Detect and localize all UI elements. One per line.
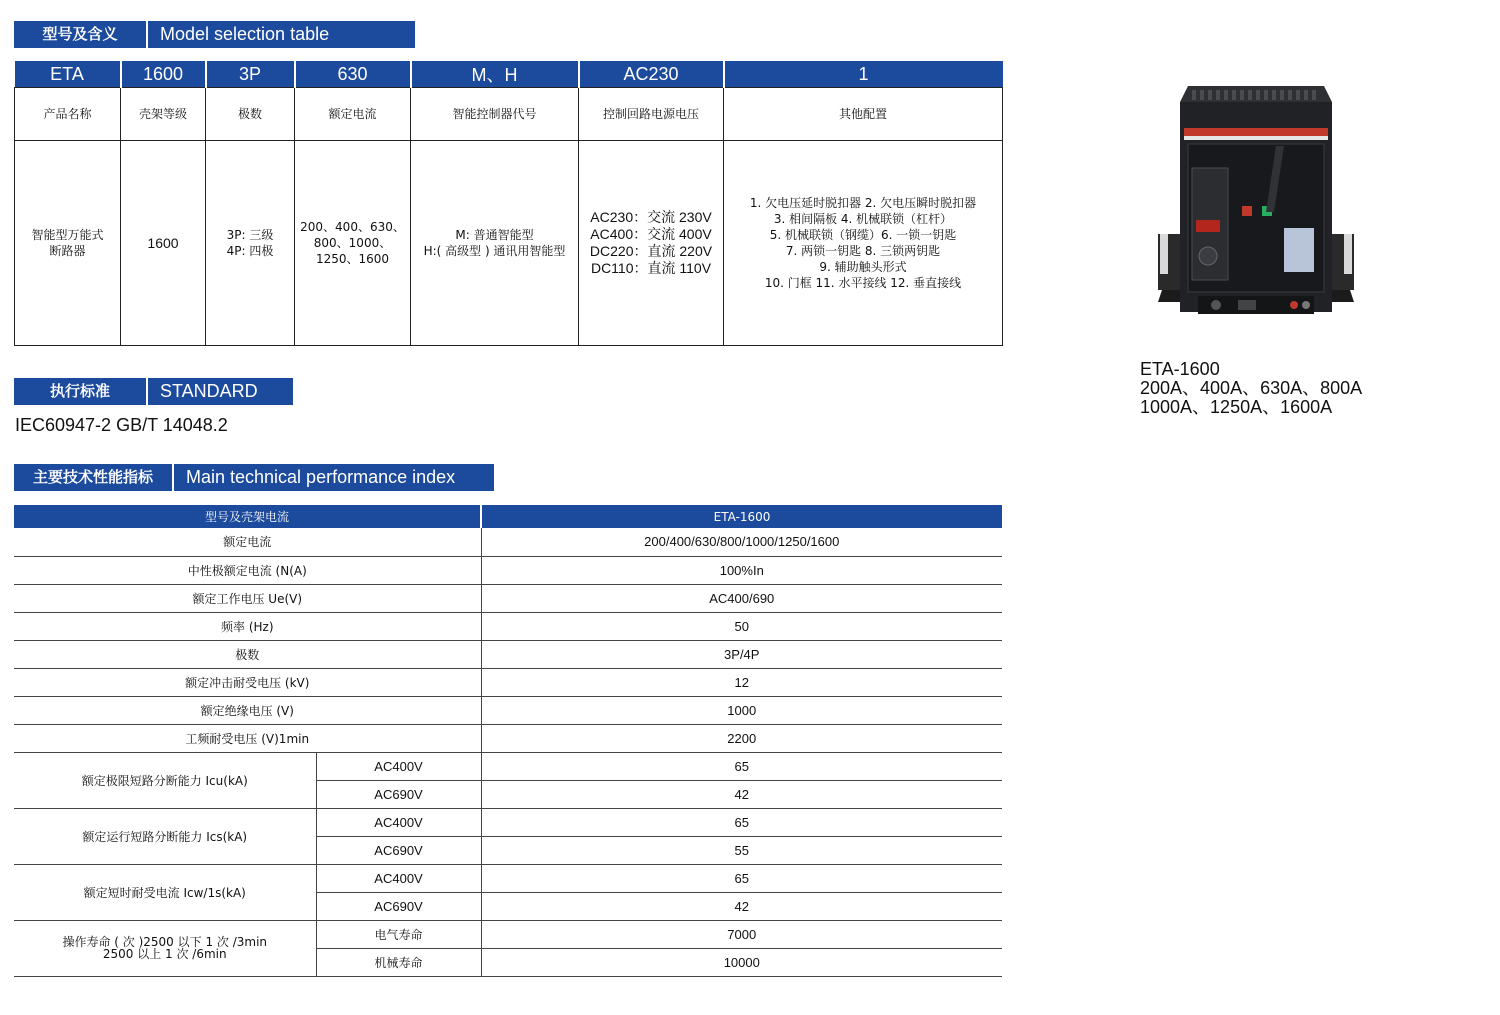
value-cell: 65 <box>481 864 1002 892</box>
value-cell: 42 <box>481 780 1002 808</box>
value-cell: 42 <box>481 892 1002 920</box>
value-line: 1. 欠电压延时脱扣器 2. 欠电压瞬时脱扣器 <box>749 196 977 210</box>
value-line: 800、1000、 <box>313 236 392 250</box>
param-line: 2500 以上 1 次 /6min <box>102 947 227 961</box>
table-row <box>14 696 1002 724</box>
param-cell: 额定电流 <box>14 528 481 556</box>
table-row <box>14 752 1002 780</box>
value-line: 1600 <box>147 234 179 251</box>
air-circuit-breaker-image <box>1158 84 1354 328</box>
model-section-title-zh: 型号及含义 <box>14 21 148 48</box>
value-line: 4P: 四极 <box>226 244 274 258</box>
table-row <box>14 808 1002 836</box>
table-row <box>14 724 1002 752</box>
code-cell: M、H <box>411 61 579 88</box>
perf-section-header <box>14 464 494 491</box>
label-cell: 额定电流 <box>295 88 411 141</box>
product-ratings-line: 1000A、1250A、1600A <box>1140 397 1333 417</box>
product-caption <box>1140 360 1362 417</box>
sub-param-cell: 机械寿命 <box>316 948 481 976</box>
param-cell: 频率 (Hz) <box>14 612 481 640</box>
table-row <box>14 584 1002 612</box>
product-ratings-line: 200A、400A、630A、800A <box>1140 378 1363 398</box>
table-row <box>14 668 1002 696</box>
param-cell: 工频耐受电压 (V)1min <box>14 724 481 752</box>
value-line: 9. 辅助触头形式 <box>819 260 907 274</box>
table-row <box>14 920 1002 948</box>
model-section-title-en: Model selection table <box>160 24 330 44</box>
value-line: 1250、1600 <box>315 252 390 266</box>
code-cell: 1600 <box>121 61 206 88</box>
value-line: 200、400、630、 <box>300 220 405 234</box>
code-cell: AC230 <box>579 61 724 88</box>
param-cell: 中性极额定电流 (N(A) <box>14 556 481 584</box>
value-cell: 50 <box>481 612 1002 640</box>
label-cell: 智能控制器代号 <box>411 88 579 141</box>
value-cell: 7000 <box>481 920 1002 948</box>
controller-cell <box>411 141 579 346</box>
param-line: 操作寿命 ( 次 )2500 以下 1 次 /3min <box>62 935 268 949</box>
label-cell: 控制回路电源电压 <box>579 88 724 141</box>
code-cell: ETA <box>15 61 121 88</box>
value-line: DC220：直流 220V <box>589 243 713 259</box>
sub-param-cell: AC400V <box>316 752 481 780</box>
product-name: ETA-1600 <box>1140 359 1220 379</box>
perf-header-model: ETA-1600 <box>481 505 1002 528</box>
value-cell: 2200 <box>481 724 1002 752</box>
standard-text: IEC60947-2 GB/T 14048.2 <box>15 415 228 435</box>
value-cell: 12 <box>481 668 1002 696</box>
model-code-row <box>15 61 1003 88</box>
value-line: 5. 机械联锁（钢缆）6. 一锁一钥匙 <box>769 228 957 242</box>
voltage-cell <box>579 141 724 346</box>
table-row <box>14 556 1002 584</box>
value-line: AC230：交流 230V <box>590 209 712 225</box>
value-cell: 100%In <box>481 556 1002 584</box>
table-row <box>14 528 1002 556</box>
group-param-cell: 额定运行短路分断能力 Ics(kA) <box>14 808 316 864</box>
label-cell: 其他配置 <box>724 88 1003 141</box>
sub-param-cell: AC400V <box>316 864 481 892</box>
label-cell: 产品名称 <box>15 88 121 141</box>
value-line: M: 普通智能型 <box>455 228 534 242</box>
current-cell <box>295 141 411 346</box>
sub-param-cell: AC690V <box>316 836 481 864</box>
poles-cell <box>206 141 295 346</box>
product-name-cell <box>15 141 121 346</box>
sub-param-cell: AC690V <box>316 780 481 808</box>
model-label-row <box>15 88 1003 141</box>
standard-section-title-zh: 执行标准 <box>14 378 148 405</box>
label-cell: 极数 <box>206 88 295 141</box>
value-line: 7. 两锁一钥匙 8. 三锁两钥匙 <box>785 244 941 258</box>
code-cell: 3P <box>206 61 295 88</box>
code-cell: 1 <box>724 61 1003 88</box>
standard-section-header <box>14 378 293 405</box>
value-cell: 55 <box>481 836 1002 864</box>
other-config-cell <box>724 141 1003 346</box>
value-cell: 10000 <box>481 948 1002 976</box>
group-param-cell: 额定极限短路分断能力 Icu(kA) <box>14 752 316 808</box>
value-cell: 65 <box>481 808 1002 836</box>
value-cell: 1000 <box>481 696 1002 724</box>
model-selection-table <box>14 61 1003 346</box>
perf-header-param: 型号及壳架电流 <box>14 505 481 528</box>
param-cell: 额定绝缘电压 (V) <box>14 696 481 724</box>
value-line: 3. 相间隔板 4. 机械联锁（杠杆） <box>773 212 953 226</box>
value-cell: AC400/690 <box>481 584 1002 612</box>
label-cell: 壳架等级 <box>121 88 206 141</box>
table-row <box>14 640 1002 668</box>
model-value-row <box>15 141 1003 346</box>
standard-section-title-en: STANDARD <box>160 381 258 401</box>
value-line: 智能型万能式 <box>31 228 104 242</box>
model-section-header <box>14 21 415 48</box>
value-line: H:( 高级型 ) 通讯用智能型 <box>423 244 566 258</box>
sub-param-cell: AC400V <box>316 808 481 836</box>
param-cell: 额定冲击耐受电压 (kV) <box>14 668 481 696</box>
table-row <box>14 612 1002 640</box>
value-cell: 3P/4P <box>481 640 1002 668</box>
value-line: AC400：交流 400V <box>590 226 712 242</box>
perf-header-row <box>14 505 1002 528</box>
group-param-cell: 额定短时耐受电流 Icw/1s(kA) <box>14 864 316 920</box>
group-param-cell <box>14 920 316 976</box>
table-row <box>14 864 1002 892</box>
value-line: 断路器 <box>49 244 86 258</box>
perf-section-title-zh: 主要技术性能指标 <box>14 464 174 491</box>
value-cell: 200/400/630/800/1000/1250/1600 <box>481 528 1002 556</box>
param-cell: 极数 <box>14 640 481 668</box>
sub-param-cell: AC690V <box>316 892 481 920</box>
value-line: DC110：直流 110V <box>590 260 712 276</box>
value-cell: 65 <box>481 752 1002 780</box>
sub-param-cell: 电气寿命 <box>316 920 481 948</box>
code-cell: 630 <box>295 61 411 88</box>
frame-cell <box>121 141 206 346</box>
value-line: 3P: 三级 <box>226 228 274 242</box>
value-line: 10. 门框 11. 水平接线 12. 垂直接线 <box>764 276 962 290</box>
param-cell: 额定工作电压 Ue(V) <box>14 584 481 612</box>
performance-table <box>14 505 1002 977</box>
perf-section-title-en: Main technical performance index <box>186 467 456 487</box>
